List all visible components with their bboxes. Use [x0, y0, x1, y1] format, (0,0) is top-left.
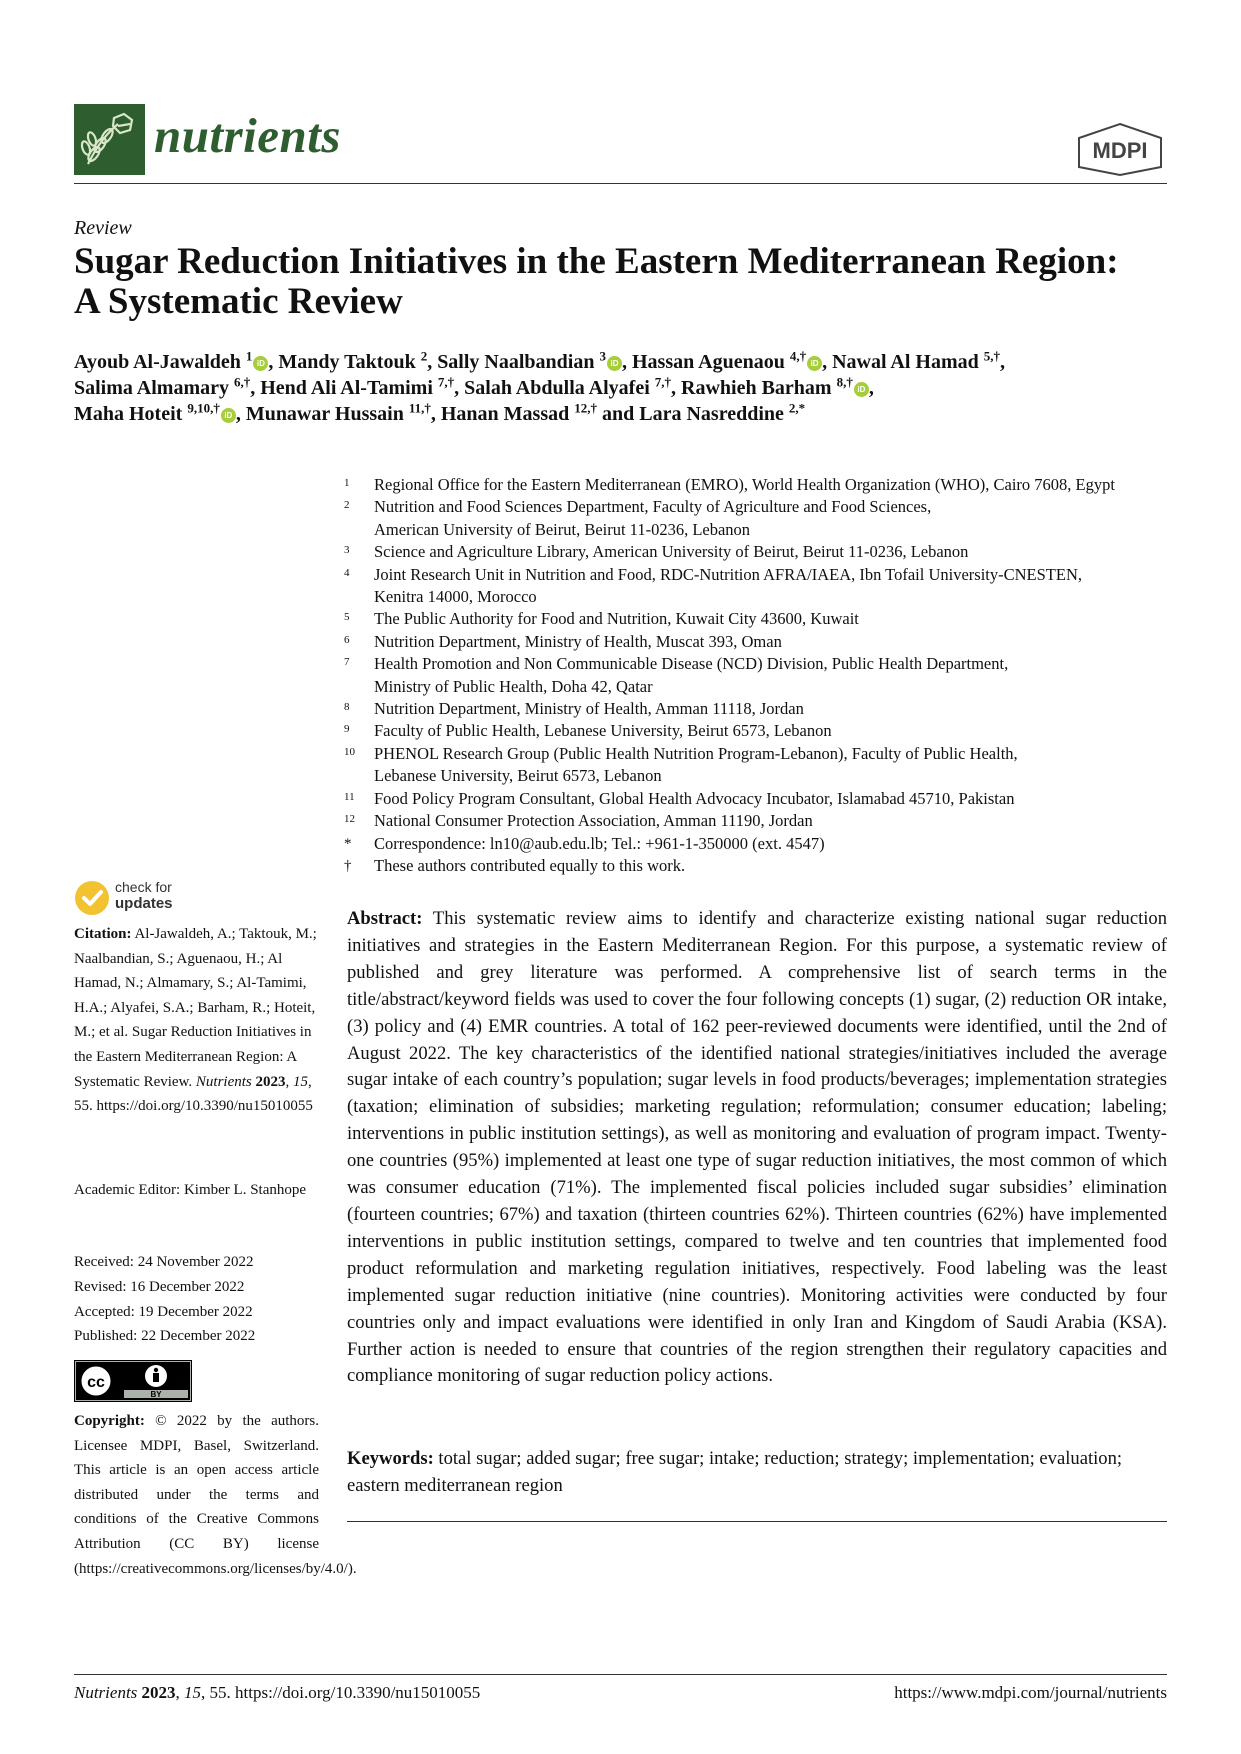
affiliation — [344, 743, 1174, 788]
author-name: Sally Naalbandian — [437, 351, 595, 373]
affiliation — [344, 833, 1174, 855]
author — [278, 348, 428, 373]
affiliation-number: 2 — [344, 499, 350, 512]
author — [260, 374, 455, 399]
affiliation — [344, 855, 1174, 877]
affiliation-line: These authors contributed equally to this work. — [374, 855, 686, 875]
author-name: Hanan Massad — [440, 403, 570, 425]
publication-dates — [74, 1250, 319, 1349]
author — [631, 348, 822, 373]
affiliation-text — [374, 788, 1014, 810]
affiliation-text — [374, 541, 968, 563]
affiliation — [344, 564, 1174, 609]
orcid-icon[interactable]: iD — [253, 356, 268, 371]
affiliation-line: Food Policy Program Consultant, Global Health Advocacy Incubator, Islamabad 45710, Pakistan — [374, 788, 1015, 808]
affiliation-line: Lebanese University, Beirut 6573, Lebanon — [374, 766, 662, 786]
affiliation — [344, 810, 1174, 832]
affiliation-number: 6 — [344, 633, 350, 646]
affiliation-line: Joint Research Unit in Nutrition and Food, RDC-Nutrition AFRA/IAEA, Ibn Tofail University-CNESTEN, — [374, 564, 1082, 584]
citation-volume: 15 — [293, 1073, 309, 1090]
orcid-icon[interactable]: iD — [807, 356, 822, 371]
copyright-notice — [74, 1409, 357, 1581]
date-received: Received: 24 November 2022 — [74, 1254, 254, 1270]
affiliation-number: 4 — [344, 566, 350, 579]
keywords-text: total sugar; added sugar; free sugar; intake; reduction; strategy; implementation; evaluation; eastern mediterranean region — [347, 1448, 1123, 1496]
author-affiliation-sup: 5,† — [983, 348, 1001, 364]
author-affiliation-sup: 11,† — [408, 400, 431, 416]
affiliation-number: 8 — [344, 701, 350, 714]
affiliation-line: Kenitra 14000, Morocco — [374, 587, 537, 607]
date-published: Published: 22 December 2022 — [74, 1328, 256, 1345]
check-for-updates-icon[interactable] — [74, 880, 110, 916]
affiliation — [344, 496, 1174, 541]
keywords — [347, 1446, 1167, 1500]
author-list: Ayoub Al-Jawaldeh $^1$iD , Mandy Taktouk $^2$, Sally Naalbandian $^3$iD , Hassan Aguenaou $^{4,\dagger}$iD , Nawal Al Hamad $^{5,\dagger}$, Salima Almamary $^{6,\dagger}$, Hend Ali Al-Tamimi $^{7,\dagger}$, Salah Abdulla Alyafei $^{7,\dagger}$, Rawhieh Barham $^{8,\dagger}$iD , Maha Hoteit $^{9,10,\dagger}$iD , Munawar Hussain $^{11,\dagger}$, Hanan Massad $^{12,\dagger}$ and Lara Nasreddine $^{2,*}$ — [74, 348, 1006, 425]
author — [245, 400, 431, 425]
author — [437, 348, 622, 373]
abstract-label: Abstract: — [347, 908, 423, 929]
author-affiliation-sup: 7,† — [654, 374, 672, 390]
affiliation-text — [374, 810, 813, 832]
cc-by-license-badge[interactable] — [74, 1360, 192, 1402]
citation-doi[interactable]: , 55. https://doi.org/10.3390/nu15010055 — [74, 1073, 313, 1115]
article-title: Sugar Reduction Initiatives in the Eastern Mediterranean Region: A Systematic Review — [74, 241, 1119, 322]
affiliation-line: Regional Office for the Eastern Mediterranean (EMRO), World Health Organization (WHO), Cairo 7608, Egypt — [374, 475, 1115, 494]
author-affiliation-sup: 1 — [245, 348, 253, 364]
affiliation-number: * — [344, 835, 352, 852]
affiliation-text — [374, 496, 931, 541]
affiliation-number: 3 — [344, 544, 350, 557]
affiliation-text — [374, 698, 804, 720]
mdpi-logo — [1072, 121, 1168, 177]
affiliation — [344, 631, 1174, 653]
affiliation-text — [374, 720, 832, 742]
affiliation-line: The Public Authority for Food and Nutrition, Kuwait City 43600, Kuwait — [374, 609, 859, 629]
citation-journal: Nutrients — [195, 1073, 252, 1090]
footer-year: 2023 — [141, 1683, 176, 1702]
affiliation-line: American University of Beirut, Beirut 11-0236, Lebanon — [374, 519, 751, 539]
author-affiliation-sup: 8,† — [836, 374, 853, 390]
author — [440, 400, 597, 425]
orcid-icon[interactable]: iD — [854, 382, 869, 397]
affiliation — [344, 698, 1174, 720]
check-for-updates-label-bold[interactable]: updates — [115, 895, 173, 912]
affiliation-line: Correspondence: ln10@aub.edu.lb; Tel.: +961-1-350000 (ext. 4547) — [374, 833, 825, 853]
affiliation-line: Nutrition Department, Ministry of Health, Muscat 393, Oman — [374, 631, 782, 651]
affiliation-line: Nutrition and Food Sciences Department, Faculty of Agriculture and Food Sciences, — [374, 497, 932, 517]
affiliation — [344, 608, 1174, 630]
affiliation-text — [374, 608, 859, 630]
affiliation-line: PHENOL Research Group (Public Health Nutrition Program-Lebanon), Faculty of Public Health, — [374, 743, 1018, 763]
affiliation-number: 12 — [344, 813, 355, 826]
header-divider — [74, 183, 1167, 184]
affiliation-text — [374, 564, 1082, 609]
author-affiliation-sup: 3 — [599, 348, 606, 364]
author — [464, 374, 672, 399]
citation-label: Citation: — [74, 926, 132, 942]
affiliation-text — [374, 653, 1008, 698]
author-name: Salah Abdulla Alyafei — [464, 377, 650, 399]
footer-journal-url[interactable]: https://www.mdpi.com/journal/nutrients — [894, 1683, 1167, 1702]
abstract-text: This systematic review aims to identify and characterize existing national sugar reduction initiatives and strategies in the Eastern Mediterranean Region. For this purpose, a systematic review of published and grey literature was performed. A comprehensive list of search terms in the title/abstract/keyword fields was used to cover the four following concepts (1) sugar, (2) reduction OR intake, (3) policy and (4) EMR countries. A total of 162 peer-reviewed documents were identified, until the 2nd of August 2022. The key characteristics of the identified national strategies/initiatives included the average sugar intake of each country’s population; sugar levels in food products/beverages; implementation strategies (taxation; elimination of subsidies; marketing regulation; reformulation; consumer education; labeling; interventions in public institution settings), as well as monitoring and evaluation of program impact. Twenty-one countries (95%) implemented at least one type of sugar reduction initiatives, the most common of which was consumer education (71%). The implemented fiscal policies included sugar subsidies’ elimination (fourteen countries; 67%) and taxation (thirteen countries 62%). Thirteen countries (62%) have implemented interventions in public institution settings, compared to twelve and ten countries that implemented food product reformulation and marketing regulation initiatives, respectively. Food labeling was the least implemented sugar reduction initiative (nine countries). Monitoring activities were conducted by four countries only and impact evaluations were identified in only Iran and Kingdom of Saudi Arabia (KSA). Further action is needed to ensure that countries of the region strengthen their regulatory capacities and compliance monitoring of sugar reduction policy actions. — [347, 908, 1168, 1387]
affiliation-line: Nutrition Department, Ministry of Health, Amman 11118, Jordan — [374, 699, 804, 719]
author-affiliation-sup: 6,† — [234, 374, 251, 390]
affiliation-text — [374, 743, 1018, 788]
author-name: Maha Hoteit — [74, 403, 183, 425]
affiliation-text — [374, 833, 825, 855]
affiliation-text — [374, 631, 782, 653]
orcid-icon[interactable]: iD — [607, 356, 622, 371]
journal-logo — [74, 104, 145, 175]
affiliation — [344, 474, 1174, 496]
footer-doi[interactable]: , 55. https://doi.org/10.3390/nu15010055 — [201, 1683, 481, 1702]
author-name: Mandy Taktouk — [278, 351, 416, 373]
affiliation-line: National Consumer Protection Association, Amman 11190, Jordan — [374, 811, 813, 831]
cc-by-label: BY — [150, 1390, 162, 1399]
author-name: Nawal Al Hamad — [832, 351, 979, 373]
affiliation-line: Science and Agriculture Library, American University of Beirut, Beirut 11-0236, Lebanon — [374, 542, 969, 562]
affiliation-number: 5 — [344, 611, 350, 624]
affiliation-line: Health Promotion and Non Communicable Disease (NCD) Division, Public Health Department, — [374, 654, 1009, 674]
abstract — [347, 906, 1167, 1390]
author-name: Ayoub Al-Jawaldeh — [74, 351, 241, 373]
author-name: Salima Almamary — [74, 377, 229, 399]
footer-journal: Nutrients — [74, 1683, 138, 1702]
affiliation-text — [374, 474, 1115, 496]
citation-year: 2023 — [255, 1073, 286, 1090]
author-name: Munawar Hussain — [245, 403, 404, 425]
author-name: Rawhieh Barham — [681, 377, 832, 399]
affiliation — [344, 720, 1174, 742]
affiliation — [344, 541, 1174, 563]
author-name: Hend Ali Al-Tamimi — [260, 377, 433, 399]
author — [74, 400, 236, 425]
author-affiliation-sup: 2 — [420, 348, 428, 364]
affiliation — [344, 653, 1174, 698]
academic-editor: Academic Editor: Kimber L. Stanhope — [74, 1182, 307, 1198]
affiliation-line: Ministry of Public Health, Doha 42, Qatar — [374, 676, 653, 696]
affiliation-number: 10 — [344, 745, 355, 758]
journal-name: nutrients — [154, 108, 341, 163]
keywords-label: Keywords: — [347, 1448, 434, 1469]
check-for-updates-label[interactable]: check for — [115, 879, 172, 895]
affiliation-number: 11 — [344, 790, 355, 803]
author-affiliation-sup: 12,† — [574, 400, 597, 416]
author — [74, 348, 268, 373]
affiliation-number: † — [344, 857, 352, 874]
author-name: Hassan Aguenaou — [631, 351, 785, 373]
affiliation-line: Faculty of Public Health, Lebanese University, Beirut 6573, Lebanon — [374, 721, 832, 741]
author — [832, 348, 1001, 373]
author-name: Lara Nasreddine — [639, 403, 784, 425]
citation: Citation: Al-Jawaldeh, A.; Taktouk, M.; Naalbandian, S.; Aguenaou, H.; Al Hamad, N.; Almamary, S.; Al-Tamimi, H.A.; Alyafei, S.A.; Barham, R.; Hoteit, M.; et al. Sugar Reduction Initiatives in the Eastern Mediterranean Region: A Systematic Review. Nutrients 2023, 15, 55. https://doi.org/10.3390/nu15010055 — [74, 926, 317, 1115]
footer-divider — [74, 1674, 1167, 1675]
affiliation-number: 9 — [344, 723, 350, 736]
affiliation-number: 1 — [344, 477, 350, 489]
copyright-text: © 2022 by the authors. Licensee MDPI, Basel, Switzerland. This article is an open access article distributed under the terms and conditions of the Creative Commons Attribution (CC BY) license (https://creativecommons.org/licenses/by/4.0/). — [74, 1413, 357, 1577]
author-affiliation-sup: 7,† — [437, 374, 455, 390]
citation-text: Al-Jawaldeh, A.; Taktouk, M.; Naalbandian, S.; Aguenaou, H.; Al Hamad, N.; Almamary, S.; Al-Tamimi, H.A.; Alyafei, S.A.; Barham, R.; Hoteit, M.; et al. Sugar Reduction Initiatives in the Eastern Mediterranean Region: A Systematic Review. — [74, 926, 317, 1090]
footer-volume: 15 — [184, 1683, 202, 1702]
date-accepted: Accepted: 19 December 2022 — [74, 1303, 253, 1320]
affiliation-text — [374, 855, 685, 877]
author — [74, 374, 251, 399]
article-type: Review — [74, 217, 132, 239]
affiliation-list — [344, 474, 1174, 877]
abstract-divider — [347, 1521, 1167, 1522]
author — [639, 400, 806, 425]
author — [681, 374, 869, 399]
mdpi-logo-text: MDPI — [1092, 138, 1148, 163]
orcid-icon[interactable]: iD — [221, 408, 236, 423]
copyright-label: Copyright: — [74, 1413, 145, 1429]
affiliation — [344, 788, 1174, 810]
footer-citation: Nutrients 2023, 15, 55. https://doi.org/10.3390/nu15010055 — [74, 1683, 481, 1702]
date-revised: Revised: 16 December 2022 — [74, 1278, 245, 1295]
author-affiliation-sup: 9,10,† — [187, 400, 220, 416]
cc-badge-label: cc — [87, 1374, 105, 1391]
wheat-leaf-icon — [74, 104, 145, 175]
author-affiliation-sup: 4,† — [789, 348, 807, 364]
affiliation-number: 7 — [344, 656, 350, 669]
author-affiliation-sup: 2,* — [788, 400, 806, 416]
